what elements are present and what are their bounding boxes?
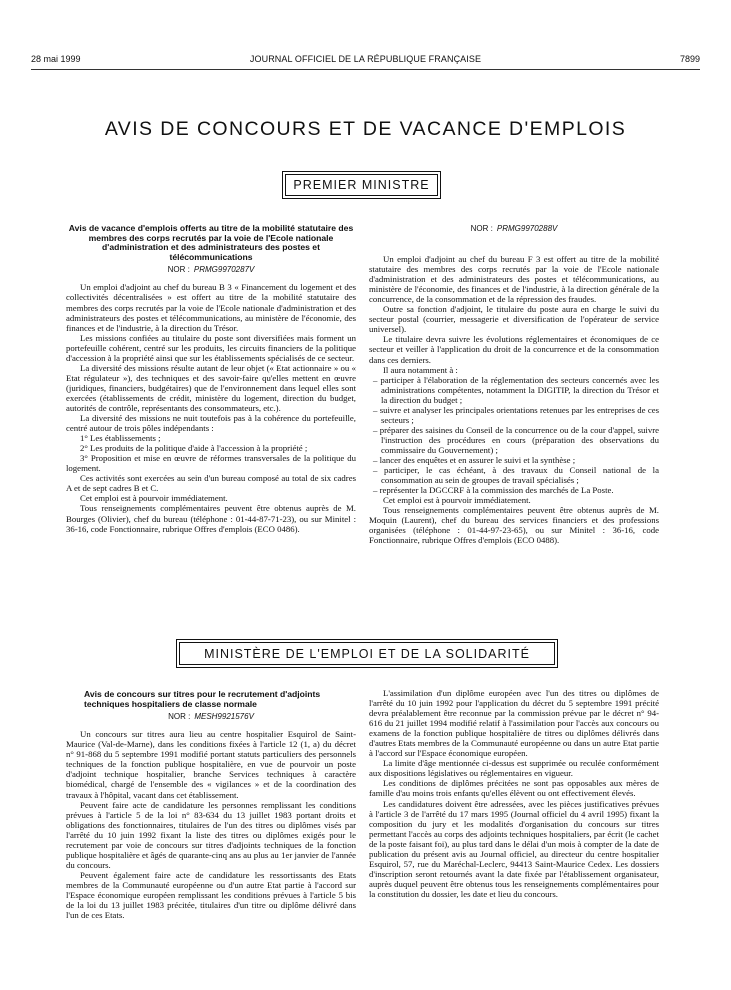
- list-item: – préparer des saisines du Conseil de la concurrence ou de la cour d'appel, suivre l'instruction des procédures en cours (préparation des observations du commissaire du Gouvernement) ;: [369, 425, 659, 455]
- list-item: 2° Les produits de la politique d'aide à l'accession à la propriété ;: [80, 443, 308, 454]
- nor-reference: NOR : PRMG9970288V: [470, 224, 558, 233]
- list-item: – représenter la DGCCRF à la commission des marchés de La Poste.: [369, 485, 659, 495]
- section-label: MINISTÈRE DE L'EMPLOI ET DE LA SOLIDARITÉ: [204, 646, 530, 661]
- paragraph: Tous renseignements complémentaires peuvent être obtenus auprès de M. Bourges (Olivier), chef du bureau (téléphone : 01-44-87-71-23), ou sur Minitel : 36-16, code Fonctionnaire, rubrique Offres d'emplois (ECO 0486).: [66, 503, 356, 534]
- header-rule: [31, 69, 700, 70]
- nor-reference: NOR : MESH9921576V: [168, 712, 254, 722]
- paragraph: Peuvent faire acte de candidature les personnes remplissant les conditions prévues à l'article 5 de la loi n° 83-634 du 13 juillet 1983 portant droits et obligations des fonctionnaires, titulaires de l'un des titres ou diplômes visés par l'arrêté du 10 juin 1992 fixant la liste des titres ou diplômes exigés pour le recrutement par voie de concours sur titres d'adjoints techniques de la fonction publique hospitalière et âgés de quarante-cinq ans au plus au 1er janvier de l'année du concours.: [66, 799, 356, 870]
- paragraph: Un emploi d'adjoint au chef du bureau F 3 est offert au titre de la mobilité statutaire des membres des corps recrutés par la voie de l'Ecole nationale d'administration et des administrateurs des postes et télécommunications, au ministère de l'économie, des finances et de l'industrie, à la direction générale de la concurrence, de la consommation et de la répression des fraudes.: [369, 254, 659, 305]
- paragraph: Un emploi d'adjoint au chef du bureau B 3 « Financement du logement et des collectivités décentralisées » est offert au titre de la mobilité statutaire des membres des corps recrutés par la voie de l'Ecole nationale d'administration et des administrateurs des postes et télécommunications, au ministère de l'économie, des finances et de l'industrie, à la direction du Trésor.: [66, 282, 356, 333]
- notice-title: Avis de vacance d'emplois offerts au titre de la mobilité statutaire des membres des corps recrutés par la voie de l'Ecole nationale d'administration et des administrateurs des postes et télécommunications: [68, 223, 354, 262]
- list-item: – suivre et analyser les principales orientations retenues par les entreprises de ces secteurs ;: [369, 405, 659, 425]
- notice-column-left: [66, 224, 356, 534]
- paragraph: Tous renseignements complémentaires peuvent être obtenus auprès de M. Moquin (Laurent), chef du bureau des services financiers et des professions organisées (téléphone : 01-44-97-23-65), ou sur Minitel : 36-16, code Fonctionnaire, rubrique Offres d'emplois (ECO 0488).: [369, 505, 659, 546]
- paragraph: Ces activités sont exercées au sein d'un bureau composé au total de six cadres A et de sept cadres B et C.: [66, 473, 356, 494]
- issue-date: 28 mai 1999: [31, 54, 81, 64]
- journal-name: JOURNAL OFFICIEL DE LA RÉPUBLIQUE FRANÇAISE: [249, 54, 482, 64]
- paragraph: Cet emploi est à pourvoir immédiatement.: [383, 495, 531, 506]
- paragraph: Un concours sur titres aura lieu au centre hospitalier Esquirol de Saint-Maurice (Val-de-Marne), dans les conditions fixées à l'article 12 (1, a) du décret n° 91-868 du 5 septembre 1991 modifié portant statuts particuliers des personnels techniques de la fonction publique hospitalière, en vue de pourvoir un poste d'adjoint technique hospitalier, branche Services techniques à caractère biomédical, chargé de l'ensemble des « vigilances » et de la coordination des travaux à l'hôpital, vacant dans cet établissement.: [66, 729, 356, 800]
- page-header: [31, 54, 700, 68]
- list-item: – participer à l'élaboration de la réglementation des secteurs concernés avec les administrations compétentes, notamment la DIGITIP, la direction du Trésor et la direction du budget ;: [369, 375, 659, 405]
- main-title: AVIS DE CONCOURS ET DE VACANCE D'EMPLOIS: [104, 118, 627, 140]
- list-item: – lancer des enquêtes et en assurer le suivi et la synthèse ;: [369, 455, 659, 465]
- paragraph: Peuvent également faire acte de candidature les ressortissants des Etats membres de la Communauté européenne ou d'un autre Etat partie à l'accord sur l'Espace économique européen remplissant les conditions prévues à l'article 5 bis de la loi du 13 juillet 1983 précitée, titulaires d'un titre ou diplôme délivré dans l'un de ces Etats.: [66, 869, 356, 921]
- section-box-premier-ministre: [282, 171, 441, 199]
- page-number: 7899: [679, 54, 700, 64]
- list-item: – participer, le cas échéant, à des travaux du Conseil national de la consommation au sein de groupes de travail spécialisés ;: [369, 465, 659, 485]
- notice-column-right: [369, 222, 659, 545]
- paragraph: Le titulaire devra suivre les évolutions réglementaires et économiques de ce secteur et veiller à l'application du droit de la concurrence et de la consommation dans ces derniers.: [369, 334, 659, 365]
- task-list: [369, 375, 659, 496]
- notice-column-left: [66, 690, 356, 920]
- notice-column-right: [369, 688, 659, 899]
- nor-reference: NOR : PRMG9970287V: [167, 265, 255, 275]
- paragraph: La diversité des missions ne nuit toutefois pas à la cohérence du portefeuille, centré autour de trois pôles indépendants :: [66, 413, 356, 434]
- section-label: PREMIER MINISTRE: [293, 178, 430, 192]
- paragraph: La limite d'âge mentionnée ci-dessus est supprimée ou reculée conformément aux dispositions législatives ou réglementaires en vigueur.: [369, 758, 659, 779]
- paragraph: Il aura notamment à :: [383, 364, 458, 375]
- paragraph: Outre sa fonction d'adjoint, le titulaire du poste aura en charge le suivi du secteur postal (courrier, messagerie et diversification de l'opérateur de service universel).: [369, 304, 659, 335]
- paragraph: La diversité des missions résulte autant de leur objet (« Etat actionnaire » ou « Etat régulateur »), des techniques et des savoir-faire qu'elles mettent en œuvre (juridiques, financiers, budgétaires) que de l'environnement dans lequel elles sont exercées (établissements de crédit, ministère du logement, direction du budget, autorités de contrôle, représentants des consommateurs, etc.).: [66, 362, 356, 413]
- list-item: 1° Les établissements ;: [80, 433, 161, 444]
- section-box-ministere-emploi: [176, 639, 558, 668]
- paragraph: L'assimilation d'un diplôme européen avec l'un des titres ou diplômes de l'arrêté du 10 juin 1992 pour l'application du décret du 5 septembre 1991 précité devra préalablement être reconnue par la commission prévue par le décret n° 94-616 du 21 juillet 1994 modifié relatif à l'assimilation pour l'accès aux concours ou examens de la fonction publique hospitalière de titres ou diplômes délivrés dans d'autres Etats membres de la Communauté européenne ou dans un autre Etat partie à l'accord sur l'Espace économique européen.: [369, 688, 659, 759]
- paragraph: Les missions confiées au titulaire du poste sont diversifiées mais forment un portefeuille cohérent, centré sur les produits, les circuits financiers de la politique d'accession à la propriété ainsi que sur les établissements spécialisés de ce secteur.: [66, 332, 356, 363]
- paragraph: Les conditions de diplômes précitées ne sont pas opposables aux mères de famille d'au moins trois enfants qu'elles élèvent ou ont effectivement élevés.: [369, 778, 659, 799]
- paragraph: Cet emploi est à pourvoir immédiatement.: [80, 493, 228, 504]
- notice-title: Avis de concours sur titres pour le recrutement d'adjoints techniques hospitaliers de classe normale: [84, 689, 321, 709]
- list-item: 3° Proposition et mise en œuvre de réformes transversales de la politique du logement.: [66, 453, 356, 474]
- paragraph: Les candidatures doivent être adressées, avec les pièces justificatives prévues à l'article 3 de l'arrêté du 17 mars 1995 (Journal officiel du 4 avril 1995) fixant la composition du jury et les modalités d'organisation du concours sur titres permettant l'accès au corps des adjoints techniques hospitaliers, par écrit (le cachet de la poste faisant foi), au plus tard dans le délai d'un mois à compter de la date de publication du présent avis au Journal officiel, au directeur du centre hospitalier Esquirol, 57, rue du Maréchal-Leclerc, 94413 Saint-Maurice Cedex. Les dossiers d'inscription seront retournés avant la date fixée par l'établissement organisateur, auprès duquel peuvent être obtenus tous les renseignements complémentaires pour la constitution du dossier, les date et lieu du concours.: [369, 798, 659, 899]
